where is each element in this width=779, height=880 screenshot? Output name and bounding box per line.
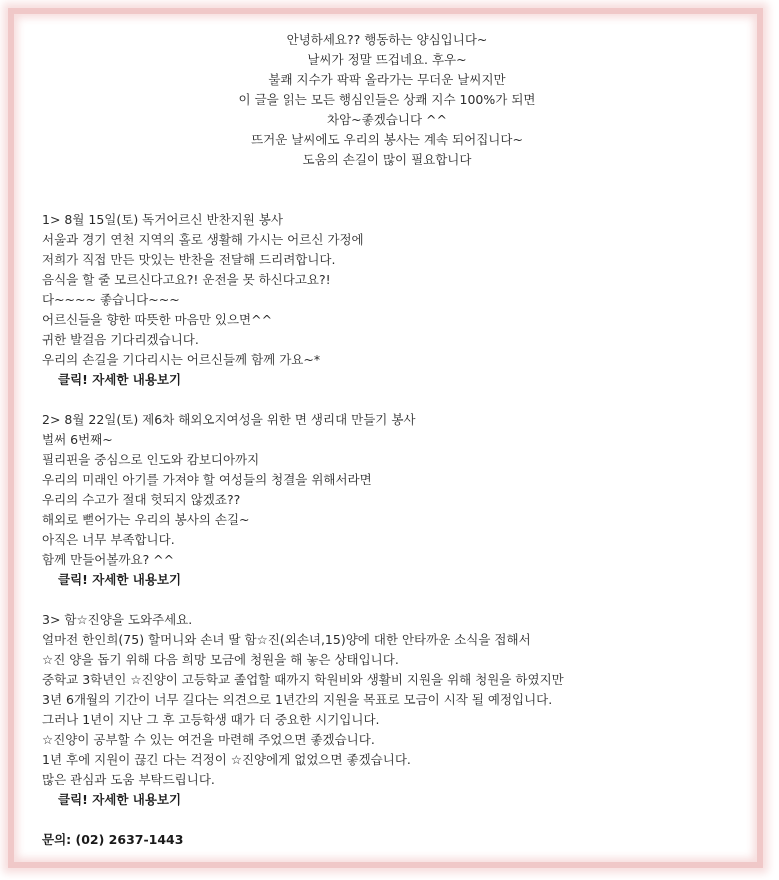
- intro-line: 도움의 손길이 많이 필요합니다: [302, 152, 472, 167]
- intro-line: 뜨거운 날씨에도 우리의 봉사는 계속 되어집니다~: [251, 132, 523, 147]
- section-heading: 1> 8월 15일(토) 독거어르신 반찬지원 봉사: [42, 212, 283, 227]
- details-link[interactable]: 클릭! 자세한 내용보기: [58, 792, 182, 807]
- section-line: 얼마전 한인희(75) 할머니와 손녀 딸 함☆진(외손녀,15)양에 대한 안타까운 소식을 접해서: [42, 632, 531, 647]
- intro-line: 날씨가 정말 뜨겁네요. 후우~: [307, 52, 467, 67]
- details-link[interactable]: 클릭! 자세한 내용보기: [58, 572, 182, 587]
- section-line: 우리의 손길을 기다리시는 어르신들께 함께 가요~*: [42, 352, 321, 367]
- intro-line: 차암~좋겠습니다 ^^: [327, 112, 447, 127]
- section-line: 음식을 할 줄 모르신다고요?! 운전을 못 하신다고요?!: [42, 272, 331, 287]
- section-line: 3년 6개월의 기간이 너무 길다는 의견으로 1년간의 지원을 목표로 모금이 시작 될 예정입니다.: [42, 692, 553, 707]
- section-line: 아직은 너무 부족합니다.: [42, 532, 175, 547]
- section-line: 우리의 미래인 아기를 가져야 할 여성들의 청결을 위해서라면: [42, 472, 372, 487]
- intro-block: [42, 30, 732, 170]
- section-line: ☆진양이 공부할 수 있는 여건을 마련해 주었으면 좋겠습니다.: [42, 732, 375, 747]
- section-line: 그러나 1년이 지난 그 후 고등학생 때가 더 중요한 시기입니다.: [42, 712, 380, 727]
- section-line: 어르신들을 향한 따뜻한 마음만 있으면^^: [42, 312, 273, 327]
- section-line: 함께 만들어볼까요? ^^: [42, 552, 175, 567]
- section-line: 1년 후에 지원이 끊긴 다는 걱정이 ☆진양에게 없었으면 좋겠습니다.: [42, 752, 411, 767]
- details-link[interactable]: 클릭! 자세한 내용보기: [58, 372, 182, 387]
- intro-line: 이 글을 읽는 모든 행심인들은 상쾌 지수 100%가 되면: [238, 92, 536, 107]
- section-line: 다~~~~ 좋습니다~~~: [42, 292, 180, 307]
- intro-line: 불쾌 지수가 팍팍 올라가는 무더운 날씨지만: [268, 72, 506, 87]
- section-line: 서울과 경기 연천 지역의 홀로 생활해 가시는 어르신 가정에: [42, 232, 364, 247]
- section-line: 우리의 수고가 절대 헛되지 않겠죠??: [42, 492, 241, 507]
- notice-content: [42, 30, 732, 850]
- section-1: [42, 210, 732, 390]
- section-line: ☆진 양을 돕기 위해 다음 희망 모금에 청원을 해 놓은 상태입니다.: [42, 652, 399, 667]
- intro-line: 안녕하세요?? 행동하는 양심입니다~: [286, 32, 488, 47]
- section-2: [42, 410, 732, 590]
- section-line: 저희가 직접 만든 맛있는 반찬을 전달해 드리려합니다.: [42, 252, 336, 267]
- section-line: 필리핀을 중심으로 인도와 캄보디아까지: [42, 452, 260, 467]
- section-heading: 3> 함☆진양을 도와주세요.: [42, 612, 193, 627]
- contact-info: 문의: (02) 2637-1443: [42, 832, 184, 847]
- section-line: 해외로 뻗어가는 우리의 봉사의 손길~: [42, 512, 250, 527]
- section-line: 중학교 3학년인 ☆진양이 고등학교 졸업할 때까지 학원비와 생활비 지원을 위해 청원을 하였지만: [42, 672, 564, 687]
- section-3: [42, 610, 732, 810]
- section-line: 벌써 6번째~: [42, 432, 113, 447]
- section-heading: 2> 8월 22일(토) 제6차 해외오지여성을 위한 면 생리대 만들기 봉사: [42, 412, 416, 427]
- section-line: 귀한 발걸음 기다리겠습니다.: [42, 332, 199, 347]
- section-line: 많은 관심과 도움 부탁드립니다.: [42, 772, 215, 787]
